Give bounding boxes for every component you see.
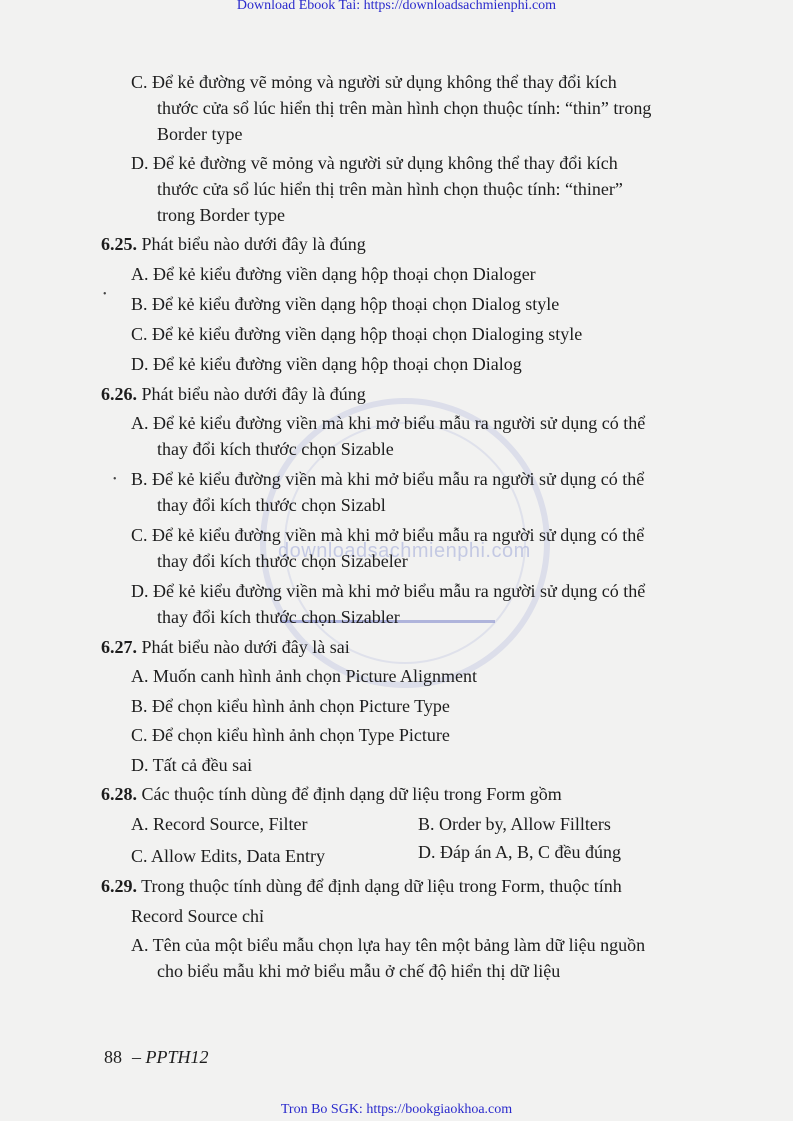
option-c-prev-line2: thước cửa sổ lúc hiển thị trên màn hình chọn thuộc tính: “thin” trong (157, 98, 652, 118)
q25-option-c: C. Để kẻ kiểu đường viền dạng hộp thoại chọn Dialoging style (131, 324, 583, 344)
question-number: 6.25. (101, 234, 137, 254)
page-footer (104, 1047, 209, 1068)
q27-option-d: D. Tất cả đều sai (131, 755, 253, 775)
question-6-29 (101, 876, 622, 897)
question-number: 6.27. (101, 637, 137, 657)
question-number: 6.26. (101, 384, 137, 404)
question-text: Phát biểu nào dưới đây là đúng (137, 384, 366, 404)
header-download-link[interactable]: Download Ebook Tai: https://downloadsachmienphi.com (236, 0, 557, 13)
q29-option-a-line1: A. Tên của một biểu mẫu chọn lựa hay tên một bảng làm dữ liệu nguồn (131, 935, 646, 955)
page-number: 88 (104, 1047, 122, 1067)
q25-option-b: B. Để kẻ kiểu đường viền dạng hộp thoại chọn Dialog style (131, 294, 560, 314)
question-6-26 (101, 384, 366, 405)
question-6-25 (101, 234, 366, 255)
option-c-prev-line3: Border type (157, 124, 243, 144)
scan-speck: • (113, 474, 117, 485)
q27-option-b: B. Để chọn kiểu hình ảnh chọn Picture Type (131, 696, 450, 716)
q26-option-c-line2: thay đổi kích thước chọn Sizabeler (157, 551, 408, 571)
book-code: – PPTH12 (132, 1047, 209, 1067)
option-d-prev-line2: thước cửa sổ lúc hiển thị trên màn hình chọn thuộc tính: “thiner” (157, 179, 623, 199)
q28-option-d: D. Đáp án A, B, C đều đúng (418, 842, 621, 862)
question-text: Phát biểu nào dưới đây là sai (137, 637, 350, 657)
q26-option-b-line1: B. Để kẻ kiểu đường viền mà khi mở biểu mẫu ra người sử dụng có thể (131, 469, 645, 489)
q26-option-a-line1: A. Để kẻ kiểu đường viền mà khi mở biểu mẫu ra người sử dụng có thể (131, 413, 646, 433)
q27-option-c: C. Để chọn kiểu hình ảnh chọn Type Picture (131, 725, 450, 745)
q25-option-d: D. Để kẻ kiểu đường viền dạng hộp thoại chọn Dialog (131, 354, 522, 374)
footer-sgk-link[interactable]: Tron Bo SGK: https://bookgiaokhoa.com (280, 1102, 513, 1117)
question-6-28 (101, 784, 562, 805)
option-d-prev-line3: trong Border type (157, 205, 285, 225)
q25-option-a: A. Để kẻ kiểu đường viền dạng hộp thoại chọn Dialoger (131, 264, 536, 284)
question-text: Phát biểu nào dưới đây là đúng (137, 234, 366, 254)
q28-option-c: C. Allow Edits, Data Entry (131, 846, 325, 866)
question-6-29-line2: Record Source chỉ (131, 906, 264, 926)
q26-option-c-line1: C. Để kẻ kiểu đường viền mà khi mở biểu mẫu ra người sử dụng có thể (131, 525, 645, 545)
q26-option-d-line1: D. Để kẻ kiểu đường viền mà khi mở biểu mẫu ra người sử dụng có thể (131, 581, 646, 601)
question-text: Các thuộc tính dùng để định dạng dữ liệu trong Form gồm (137, 784, 562, 804)
question-number: 6.28. (101, 784, 137, 804)
q28-option-b: B. Order by, Allow Fillters (418, 814, 611, 834)
question-text: Trong thuộc tính dùng để định dạng dữ liệu trong Form, thuộc tính (137, 876, 622, 896)
option-c-prev-line1: C. Để kẻ đường vẽ mỏng và người sử dụng không thể thay đổi kích (131, 72, 617, 92)
question-6-27 (101, 637, 350, 658)
q27-option-a: A. Muốn canh hình ảnh chọn Picture Alignment (131, 666, 477, 686)
watermark-text: downloadsachmienphi.com (278, 540, 531, 562)
scan-speck: • (103, 289, 107, 300)
q26-option-a-line2: thay đổi kích thước chọn Sizable (157, 439, 394, 459)
q26-option-b-line2: thay đổi kích thước chọn Sizabl (157, 495, 386, 515)
option-d-prev-line1: D. Để kẻ đường vẽ mỏng và người sử dụng không thể thay đổi kích (131, 153, 618, 173)
q28-option-a: A. Record Source, Filter (131, 814, 308, 834)
q29-option-a-line2: cho biểu mẫu khi mở biểu mẫu ở chế độ hiển thị dữ liệu (157, 961, 561, 981)
question-number: 6.29. (101, 876, 137, 896)
q26-option-d-line2: thay đổi kích thước chọn Sizabler (157, 607, 400, 627)
